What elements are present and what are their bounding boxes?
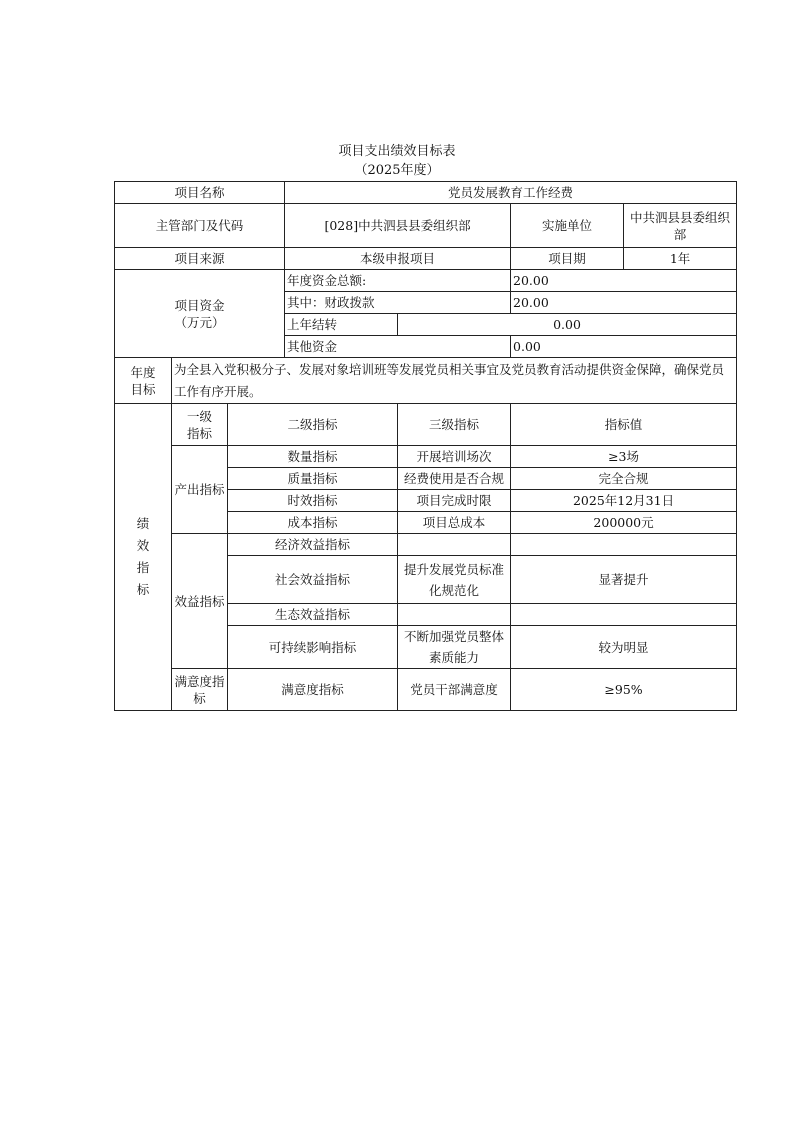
satisfaction-label-line1: 满意度指 [174,673,225,689]
satisfaction-l2: 满意度指标 [228,669,398,711]
output-l3: 项目完成时限 [398,490,511,512]
funds-fiscal-label: 其中：财政拨款 [285,292,511,314]
project-name-value: 党员发展教育工作经费 [285,182,737,204]
annual-goal-label-line1: 年度 [130,364,156,380]
source-value: 本级申报项目 [285,248,511,270]
funds-label [115,270,285,358]
benefit-l3: 不断加强党员整体素质能力 [398,626,511,669]
funds-other-label: 其他资金 [285,336,511,358]
satisfaction-l3: 党员干部满意度 [398,669,511,711]
satisfaction-label-line2: 标 [193,690,206,706]
benefit-l3: 提升发展党员标准化规范化 [398,556,511,604]
benefit-value: 显著提升 [511,556,737,604]
benefit-l2: 生态效益指标 [228,604,398,626]
benefit-l2: 社会效益指标 [228,556,398,604]
output-l2: 成本指标 [228,512,398,534]
col-header-l3: 三级指标 [398,404,511,446]
benefit-value: 较为明显 [511,626,737,669]
unit-value: 中共泗县县委组织部 [624,204,737,248]
section-char: 效 [136,538,150,553]
output-value: 完全合规 [511,468,737,490]
col-header-l1-line2: 指标 [186,425,212,441]
annual-goal-text: 为全县入党积极分子、发展对象培训班等发展党员相关事宜及党员教育活动提供资金保障，确保党员工作有序开展。 [172,358,737,404]
col-header-l2: 二级指标 [228,404,398,446]
benefit-l2: 经济效益指标 [228,534,398,556]
output-l3: 开展培训场次 [398,446,511,468]
benefit-l3 [398,534,511,556]
benefit-l3 [398,604,511,626]
section-char: 绩 [136,516,150,531]
funds-carryover-value: 0.00 [398,314,737,336]
output-l2: 数量指标 [228,446,398,468]
output-l3: 项目总成本 [398,512,511,534]
output-value: 200000元 [511,512,737,534]
benefit-value [511,604,737,626]
annual-goal-label [115,358,172,404]
dept-value: [028]中共泗县县委组织部 [285,204,511,248]
indicators-section-label [115,404,172,711]
source-label: 项目来源 [115,248,285,270]
period-label: 项目期 [511,248,624,270]
dept-label: 主管部门及代码 [115,204,285,248]
output-l3: 经费使用是否合规 [398,468,511,490]
section-char: 指 [136,560,150,575]
output-l2: 时效指标 [228,490,398,512]
project-name-label: 项目名称 [115,182,285,204]
benefit-value [511,534,737,556]
funds-label-line2: （万元） [174,314,225,330]
funds-total-label: 年度资金总额: [285,270,511,292]
col-header-l1 [172,404,228,446]
fiscal-year: （2025年度） [354,163,440,178]
output-indicator-label: 产出指标 [172,446,228,534]
performance-target-table [114,181,737,711]
page-title: 项目支出绩效目标表 [338,144,456,159]
satisfaction-indicator-label [172,669,228,711]
period-value: 1年 [624,248,737,270]
col-header-l1-line1: 一级 [186,408,212,424]
funds-label-line1: 项目资金 [174,297,225,313]
benefit-l2: 可持续影响指标 [228,626,398,669]
funds-carryover-label: 上年结转 [285,314,398,336]
output-l2: 质量指标 [228,468,398,490]
funds-other-value: 0.00 [511,336,737,358]
funds-fiscal-value: 20.00 [511,292,737,314]
output-value: ≥3场 [511,446,737,468]
funds-total-value: 20.00 [511,270,737,292]
output-value: 2025年12月31日 [511,490,737,512]
satisfaction-value: ≥95% [511,669,737,711]
col-header-value: 指标值 [511,404,737,446]
annual-goal-label-line2: 目标 [130,381,156,397]
benefit-indicator-label: 效益指标 [172,534,228,669]
unit-label: 实施单位 [511,204,624,248]
section-char: 标 [136,582,150,597]
